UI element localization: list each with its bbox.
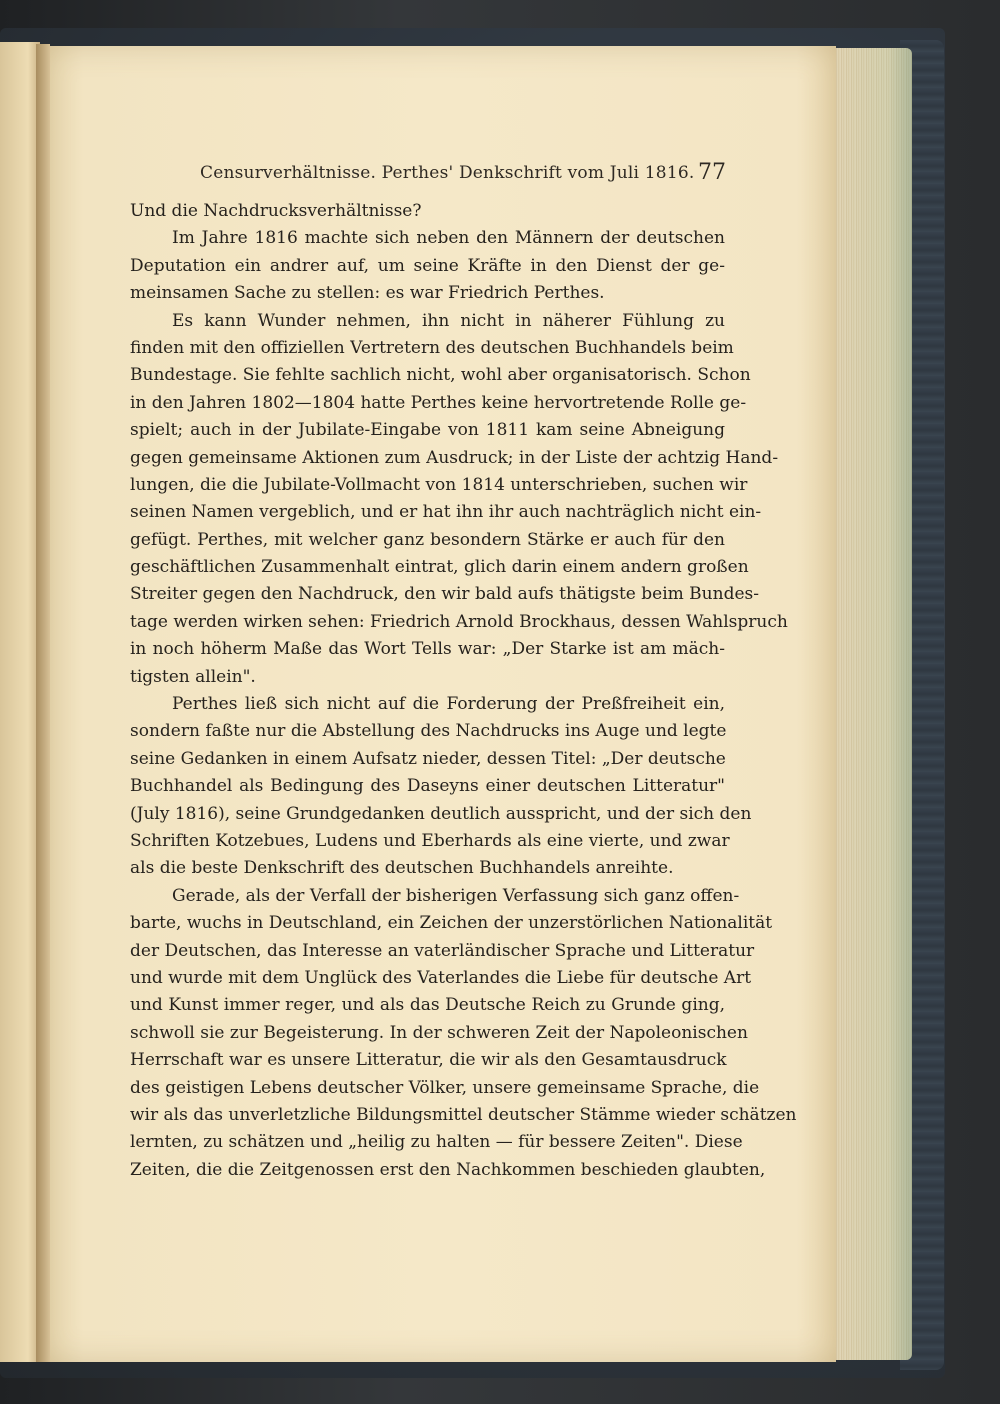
text-line: barte, wuchs in Deutschland, ein Zeichen der unzerstörlichen Nationalität	[130, 913, 773, 934]
text-line: meinsamen Sache zu stellen: es war Friedrich Perthes.	[130, 283, 605, 304]
text-line: (July 1816), seine Grundgedanken deutlich ausspricht, und der sich den	[130, 803, 752, 824]
running-head: Censurverhältnisse. Perthes' Denkschrift vom Juli 1816.	[200, 163, 695, 183]
text-line: Im Jahre 1816 machte sich neben den Männern der deutschen	[172, 228, 725, 249]
text-line: tigsten allein".	[130, 666, 256, 687]
text-line: wir als das unverletzliche Bildungsmittel deutscher Stämme wieder schätzen	[130, 1104, 797, 1125]
text-line: Es kann Wunder nehmen, ihn nicht in näherer Fühlung zu	[172, 310, 725, 331]
text-line: und Kunst immer reger, und als das Deutsche Reich zu Grunde ging,	[130, 995, 725, 1016]
text-line: lungen, die die Jubilate-Vollmacht von 1814 unterschrieben, suchen wir	[130, 474, 748, 495]
text-line: Bundestage. Sie fehlte sachlich nicht, wohl aber organisatorisch. Schon	[130, 365, 751, 386]
text-line: sondern faßte nur die Abstellung des Nachdrucks ins Auge und legte	[130, 721, 727, 742]
gutter	[36, 44, 50, 1362]
text-line: seine Gedanken in einem Aufsatz nieder, dessen Titel: „Der deutsche	[130, 748, 726, 769]
text-line: schwoll sie zur Begeisterung. In der schweren Zeit der Napoleonischen	[130, 1022, 748, 1043]
text-line: in den Jahren 1802—1804 hatte Perthes keine hervortretende Rolle ge-	[130, 392, 747, 413]
text-line: Gerade, als der Verfall der bisherigen Verfassung sich ganz offen-	[172, 885, 740, 906]
text-line: der Deutschen, das Interesse an vaterländischer Sprache und Litteratur	[130, 940, 755, 961]
text-line: finden mit den offiziellen Vertretern des deutschen Buchhandels beim	[130, 337, 734, 358]
text-line: in noch höherm Maße das Wort Tells war: „Der Starke ist am mäch-	[130, 639, 725, 660]
page-number: 77	[698, 160, 726, 185]
text-line: spielt; auch in der Jubilate-Eingabe von 1811 kam seine Abneigung	[130, 420, 725, 441]
text-line: und wurde mit dem Unglück des Vaterlandes die Liebe für deutsche Art	[130, 967, 752, 988]
page-block-shade	[832, 48, 912, 1360]
body-text	[130, 198, 797, 1198]
text-line: Buchhandel als Bedingung des Daseyns einer deutschen Litteratur"	[130, 776, 725, 797]
text-line: gefügt. Perthes, mit welcher ganz besondern Stärke er auch für den	[130, 529, 725, 550]
text-line: Herrschaft war es unsere Litteratur, die wir als den Gesamtausdruck	[130, 1050, 727, 1071]
text-line: Streiter gegen den Nachdruck, den wir bald aufs thätigste beim Bundes-	[130, 584, 759, 605]
text-line: Und die Nachdrucksverhältnisse?	[130, 201, 422, 221]
text-line: des geistigen Lebens deutscher Völker, unsere gemeinsame Sprache, die	[130, 1077, 760, 1098]
text-line: Deputation ein andrer auf, um seine Kräfte in den Dienst der ge-	[130, 255, 725, 276]
text-line: Perthes ließ sich nicht auf die Forderung der Preßfreiheit ein,	[172, 694, 725, 715]
text-line: tage werden wirken sehen: Friedrich Arnold Brockhaus, dessen Wahlspruch	[130, 611, 788, 632]
text-line: Zeiten, die die Zeitgenossen erst den Nachkommen beschieden glaubten,	[130, 1159, 766, 1180]
facing-page-edge	[0, 42, 40, 1362]
text-line: seinen Namen vergeblich, und er hat ihn ihr auch nachträglich nicht ein-	[130, 502, 762, 523]
text-line: gegen gemeinsame Aktionen zum Ausdruck; in der Liste der achtzig Hand-	[130, 447, 779, 468]
text-line: lernten, zu schätzen und „heilig zu halten — für bessere Zeiten". Diese	[130, 1132, 743, 1153]
text-line: als die beste Denkschrift des deutschen Buchhandels anreihte.	[130, 858, 674, 879]
text-line: Schriften Kotzebues, Ludens und Eberhards als eine vierte, und zwar	[130, 830, 730, 851]
text-line: geschäftlichen Zusammenhalt eintrat, glich darin einem andern großen	[130, 557, 749, 578]
